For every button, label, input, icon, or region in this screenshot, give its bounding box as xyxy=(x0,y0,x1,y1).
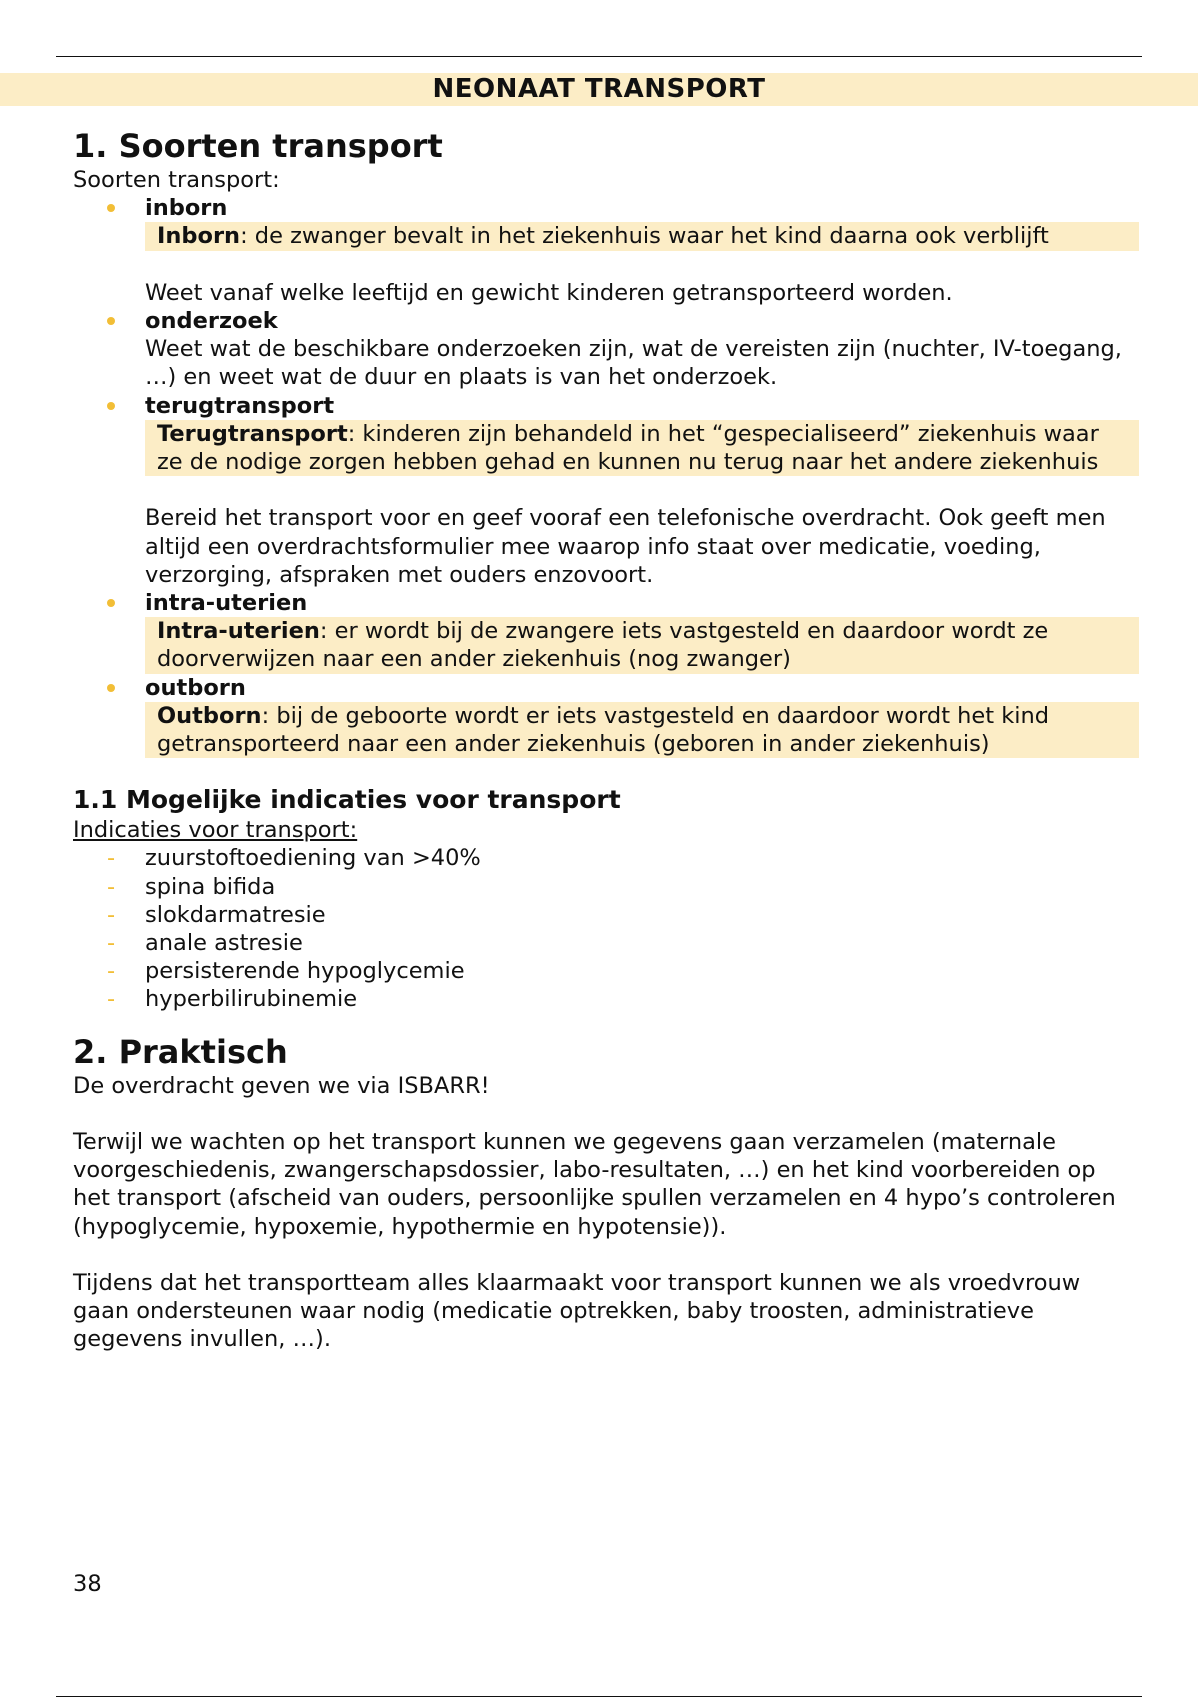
definition-text: : de zwanger bevalt in het ziekenhuis waar het kind daarna ook verblijft xyxy=(240,223,1049,250)
definition-text: : kinderen zijn behandeld in het “gespecialiseerd” ziekenhuis waar ze de nodige zorgen hebben gehad en kunnen nu terug naar het andere ziekenhuis xyxy=(157,420,1099,476)
section-1-intro: Soorten transport: xyxy=(73,167,280,193)
transport-type-note: Weet wat de beschikbare onderzoeken zijn, wat de vereisten zijn (nuchter, IV-toegang, …) en weet wat de duur en plaats is van het onderzoek. xyxy=(145,336,1122,391)
section-1-1-heading: 1.1 Mogelijke indicaties voor transport xyxy=(73,785,621,815)
definition-term: Outborn xyxy=(157,702,262,729)
page-title: NEONAAT TRANSPORT xyxy=(432,74,766,104)
indication-text: hyperbilirubinemie xyxy=(145,986,358,1013)
list-item xyxy=(73,307,1133,392)
definition-box xyxy=(145,617,1139,673)
dash-bullet-icon: - xyxy=(107,873,116,900)
top-rule xyxy=(56,56,1142,57)
indications-list xyxy=(73,844,1133,1013)
page-title-band xyxy=(0,73,1198,106)
dash-bullet-icon: - xyxy=(107,901,116,928)
section-1-heading: 1. Soorten transport xyxy=(73,127,443,165)
transport-types-list xyxy=(73,194,1133,758)
list-item xyxy=(73,392,1133,589)
bullet-dot-icon xyxy=(107,317,115,325)
list-item xyxy=(73,957,1133,985)
transport-type-label: onderzoek xyxy=(145,308,278,334)
list-item xyxy=(73,873,1133,901)
transport-type-label: intra-uterien xyxy=(145,590,308,617)
bullet-dot-icon xyxy=(107,204,115,212)
indication-text: zuurstoftoediening van >40% xyxy=(145,845,481,872)
transport-type-note: Bereid het transport voor en geef vooraf een telefonische overdracht. Ook geeft men altijd een overdrachtsformulier mee waarop info staat over medicatie, voeding, verzorging, afspraken met ouders enzovoort. xyxy=(145,505,1106,588)
transport-type-note: Weet vanaf welke leeftijd en gewicht kinderen getransporteerd worden. xyxy=(145,279,953,306)
bullet-dot-icon xyxy=(107,402,115,410)
dash-bullet-icon: - xyxy=(107,845,116,872)
definition-term: Intra-uterien xyxy=(157,618,320,645)
indications-intro: Indicaties voor transport: xyxy=(73,817,358,844)
dash-bullet-icon: - xyxy=(107,930,116,957)
dash-bullet-icon: - xyxy=(107,958,116,985)
list-item xyxy=(73,194,1133,307)
bullet-dot-icon xyxy=(107,684,115,692)
indication-text: anale astresie xyxy=(145,930,303,957)
transport-type-label: outborn xyxy=(145,674,246,701)
definition-box xyxy=(145,702,1139,758)
list-item xyxy=(73,674,1133,759)
section-2-heading: 2. Praktisch xyxy=(73,1032,288,1071)
definition-text: : er wordt bij de zwangere iets vastgesteld en daardoor wordt ze doorverwijzen naar een ander ziekenhuis (nog zwanger) xyxy=(157,618,1049,673)
list-item xyxy=(73,985,1133,1013)
document-body xyxy=(73,126,1133,1354)
indication-text: persisterende hypoglycemie xyxy=(145,958,465,985)
definition-box xyxy=(145,222,1139,250)
definition-term: Terugtransport xyxy=(157,420,348,447)
bottom-rule xyxy=(56,1696,1142,1697)
list-item xyxy=(73,844,1133,872)
list-item xyxy=(73,901,1133,929)
definition-box xyxy=(145,420,1139,476)
section-2-paragraph: Tijdens dat het transportteam alles klaarmaakt voor transport kunnen we als vroedvrouw gaan ondersteunen waar nodig (medicatie optrekken, baby troosten, administratieve gegevens invullen, …). xyxy=(73,1270,1081,1353)
dash-bullet-icon: - xyxy=(107,986,116,1013)
transport-type-label: inborn xyxy=(145,195,228,222)
definition-text: : bij de geboorte wordt er iets vastgesteld en daardoor wordt het kind getransporteerd naar een ander ziekenhuis (geboren in ander ziekenhuis) xyxy=(157,702,1050,758)
section-2-paragraph: Terwijl we wachten op het transport kunnen we gegevens gaan verzamelen (maternale voorgeschiedenis, zwangerschapsdossier, labo-resultaten, …) en het kind voorbereiden op het transport (afscheid van ouders, persoonlijke spullen verzamelen en 4 hypo’s controleren (hypoglycemie, hypoxemie, hypothermie en hypotensie)). xyxy=(73,1129,1116,1240)
list-item xyxy=(73,589,1133,674)
section-2-paragraph: De overdracht geven we via ISBARR! xyxy=(73,1072,490,1099)
page-number: 38 xyxy=(73,1571,102,1597)
indication-text: spina bifida xyxy=(145,873,276,900)
bullet-dot-icon xyxy=(107,599,115,607)
list-item xyxy=(73,929,1133,957)
definition-term: Inborn xyxy=(157,223,241,250)
indication-text: slokdarmatresie xyxy=(145,901,326,928)
transport-type-label: terugtransport xyxy=(145,392,335,419)
